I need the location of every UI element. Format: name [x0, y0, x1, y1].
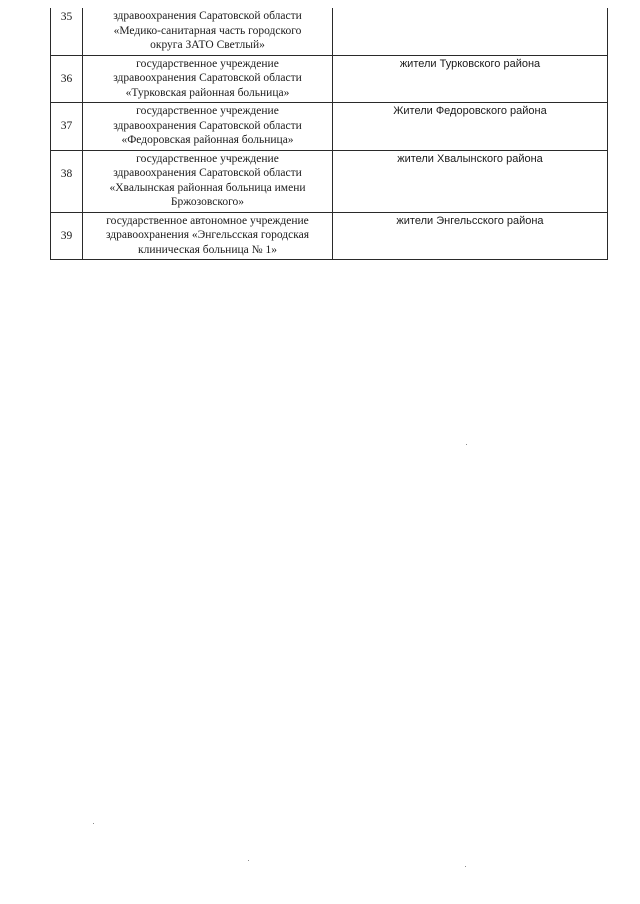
table-row: [51, 212, 608, 260]
residents-cell: [333, 55, 608, 103]
residents-cell: [333, 8, 608, 55]
residents-cell: [333, 103, 608, 151]
institution-name: здравоохранения Саратовской области «Медико-санитарная часть городского округа ЗАТО Светлый»: [83, 8, 333, 55]
residents-text: жители Хвалынского района: [397, 152, 543, 165]
row-number: 36: [51, 55, 83, 103]
residents-cell: [333, 150, 608, 212]
table-row: [51, 103, 608, 151]
hospital-residents-table: [50, 8, 608, 260]
row-number: 39: [51, 212, 83, 260]
table-row: [51, 8, 608, 55]
row-number: 35: [51, 8, 83, 55]
institution-name: государственное учреждение здравоохранения Саратовской области «Турковская районная больница»: [83, 55, 333, 103]
institution-name: государственное учреждение здравоохранения Саратовской области «Федоровская районная больница»: [83, 103, 333, 151]
residents-text: жители Турковского района: [399, 57, 541, 70]
institution-name: государственное автономное учреждение здравоохранения «Энгельсская городская клиническая больница № 1»: [83, 212, 333, 260]
residents-cell: [333, 212, 608, 260]
scan-speck: [466, 444, 467, 445]
row-number: 38: [51, 150, 83, 212]
institution-name: государственное учреждение здравоохранения Саратовской области «Хвалынская районная больница имени Бржозовского»: [83, 150, 333, 212]
residents-text: Жители Федоровского района: [393, 105, 547, 117]
scan-speck: [465, 866, 466, 867]
table-row: [51, 55, 608, 103]
row-number: 37: [51, 103, 83, 151]
scan-speck: [248, 860, 249, 861]
table-row: [51, 150, 608, 212]
scan-speck: [93, 823, 94, 824]
residents-text: жители Энгельсского района: [396, 214, 544, 227]
